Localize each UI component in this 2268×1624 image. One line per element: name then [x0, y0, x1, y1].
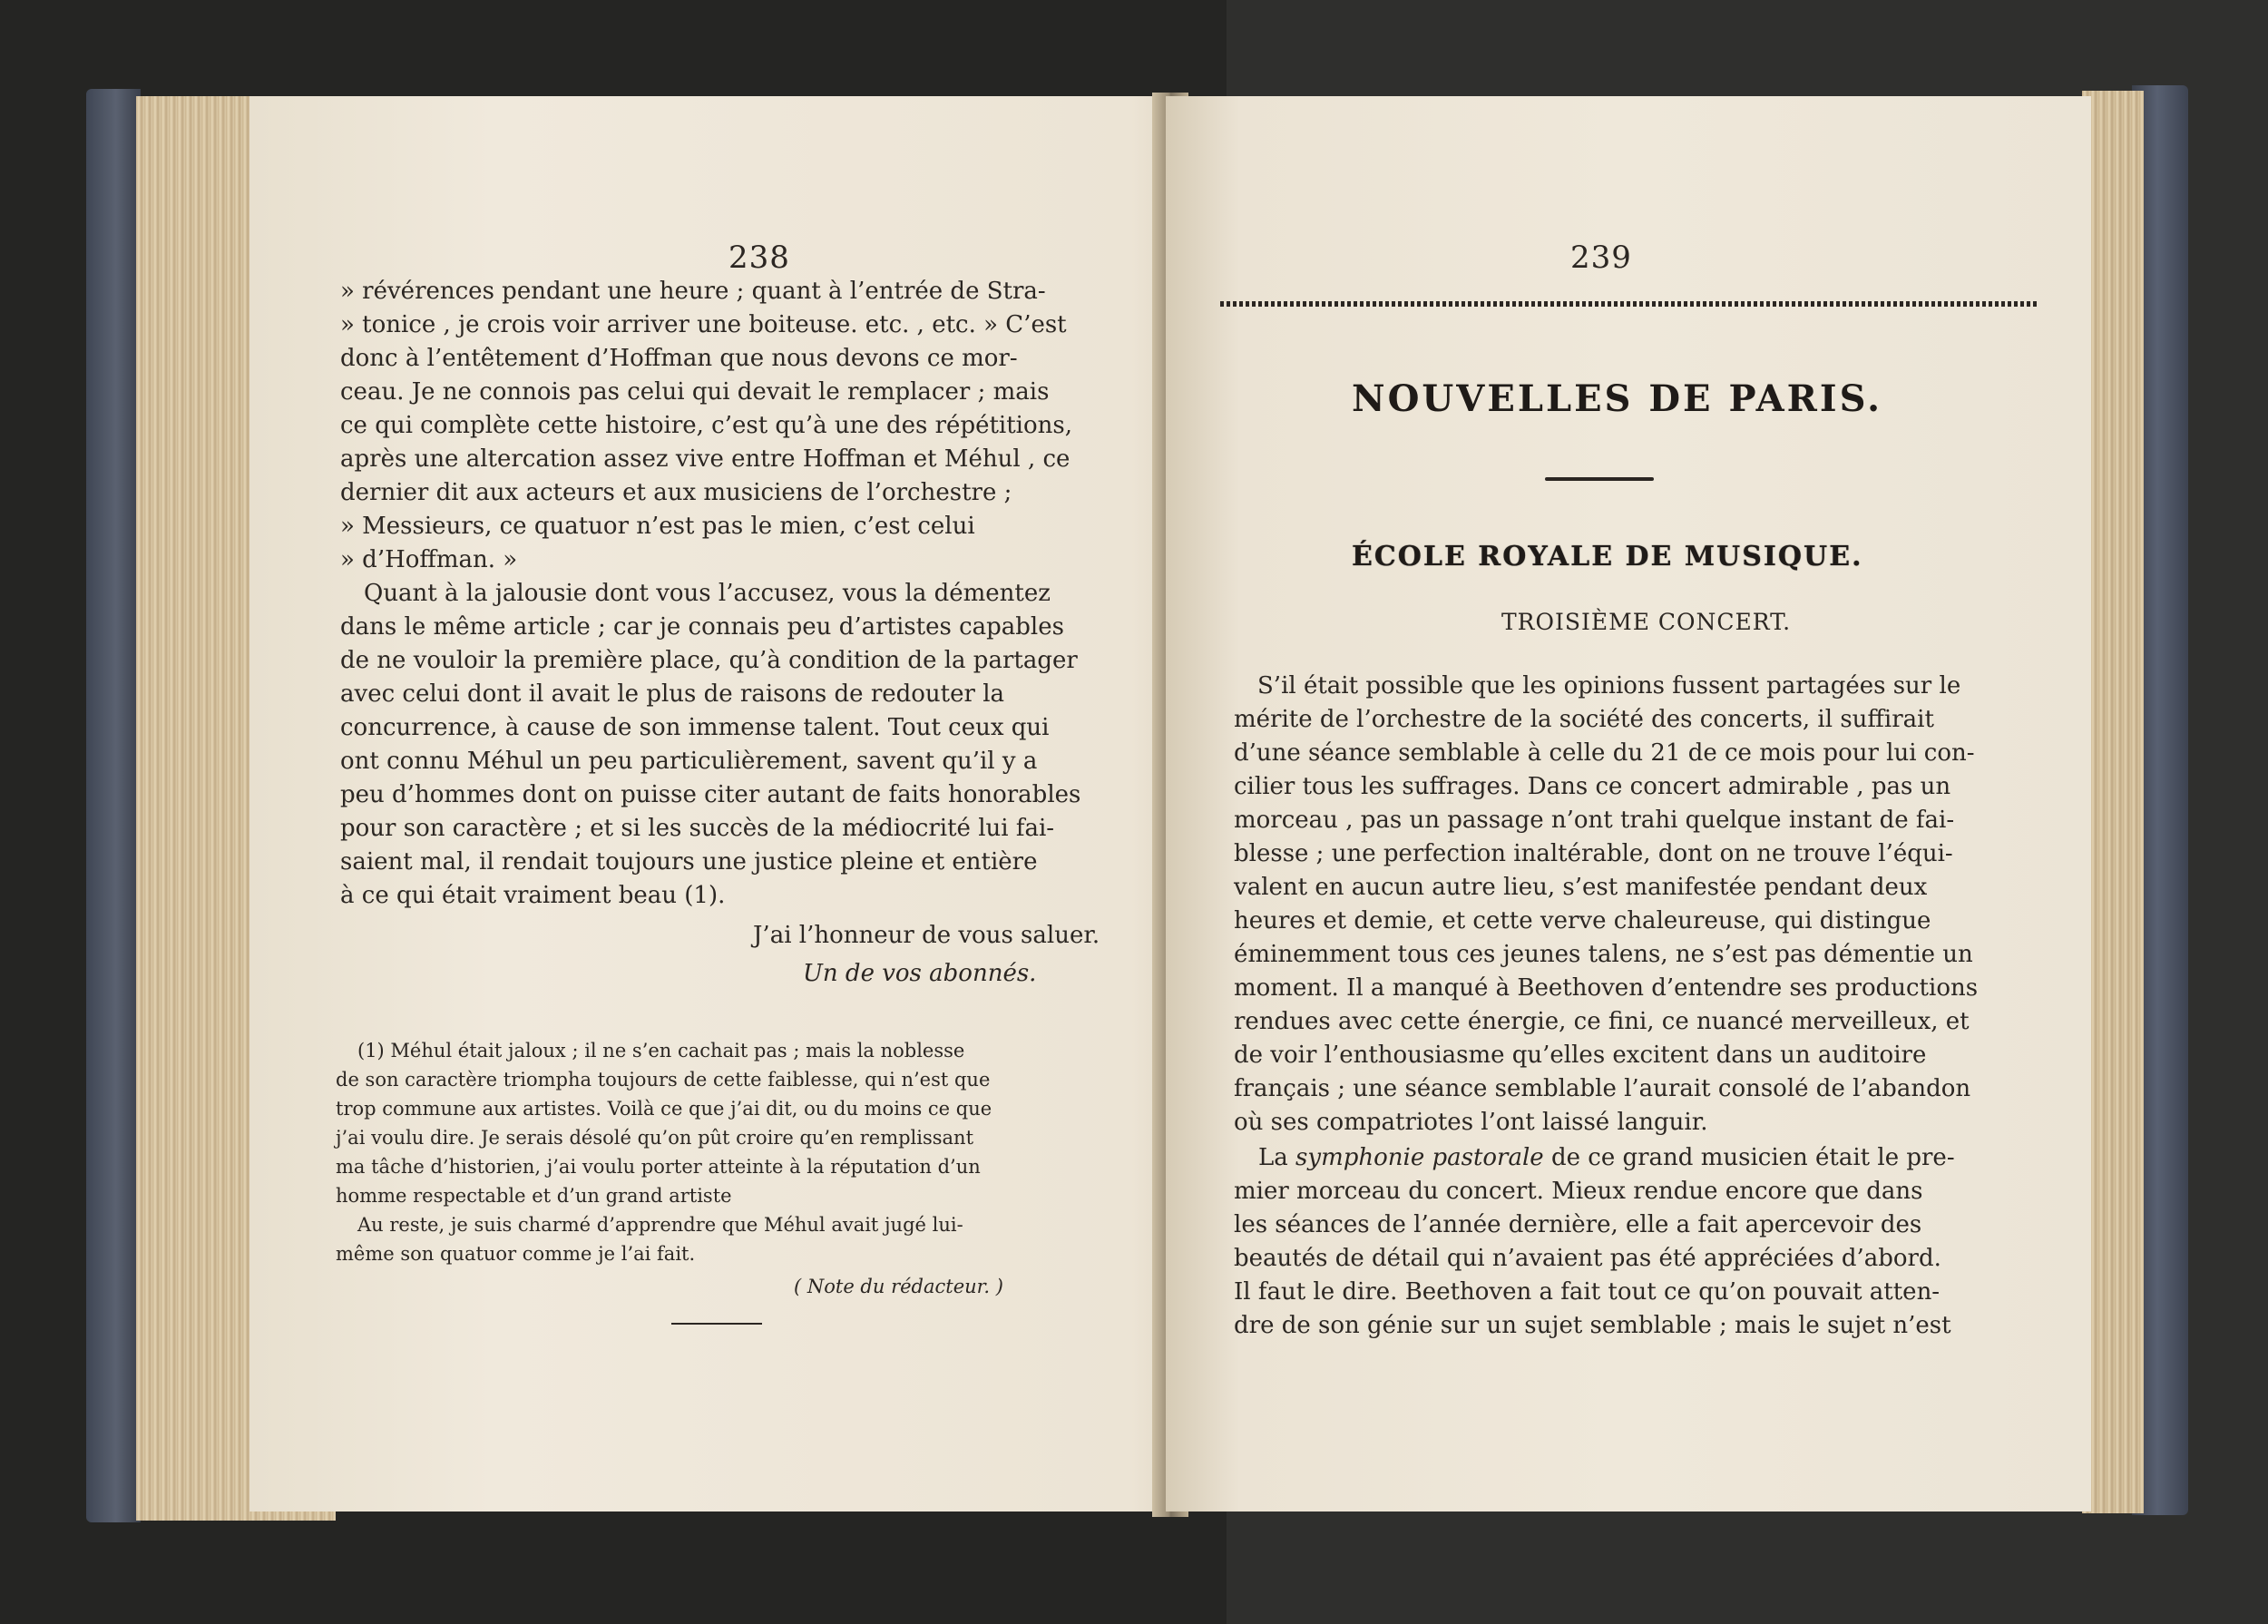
text-line: dans le même article ; car je connais peu d’artistes capables — [340, 613, 1064, 641]
section-title: TROISIÈME CONCERT. — [1501, 609, 1792, 635]
para2-prefix: La — [1258, 1144, 1296, 1171]
text-line: de voir l’enthousiasme qu’elles excitent dans un auditoire — [1234, 1042, 1927, 1069]
text-line: rendues avec cette énergie, ce fini, ce nuancé merveilleux, et — [1234, 1008, 1970, 1035]
text-line: les séances de l’année dernière, elle a fait apercevoir des — [1234, 1211, 1922, 1238]
heading-ornament — [1545, 477, 1654, 481]
text-line: mier morceau du concert. Mieux rendue encore que dans — [1234, 1178, 1923, 1205]
text-line: mérite de l’orchestre de la société des concerts, il suffirait — [1234, 706, 1934, 733]
left-page — [249, 96, 1229, 1511]
text-line: après une altercation assez vive entre Hoffman et Méhul , ce — [340, 445, 1070, 473]
text-line: donc à l’entêtement d’Hoffman que nous devons ce mor- — [340, 345, 1018, 372]
book-cover-left — [86, 89, 141, 1522]
text-line: saient mal, il rendait toujours une justice pleine et entière — [340, 848, 1038, 876]
signature: Un de vos abonnés. — [803, 960, 1037, 987]
footnote-line: (1) Méhul était jaloux ; il ne s’en cachait pas ; mais la noblesse — [357, 1040, 965, 1061]
page-number-right: 239 — [1570, 240, 1632, 276]
text-line: beautés de détail qui n’avaient pas été appréciées d’abord. — [1234, 1245, 1941, 1272]
ornamental-rule — [1220, 301, 2037, 307]
para2-rest: de ce grand musicien était le pre- — [1543, 1144, 1955, 1171]
text-line: ce qui complète cette histoire, c’est qu’à une des répétitions, — [340, 412, 1073, 439]
text-line: dernier dit aux acteurs et aux musiciens de l’orchestre ; — [340, 479, 1012, 506]
text-line: français ; une séance semblable l’aurait consolé de l’abandon — [1234, 1075, 1971, 1102]
footnote-line: homme respectable et d’un grand artiste — [336, 1185, 732, 1207]
text-line: » Messieurs, ce quatuor n’est pas le mien, c’est celui — [340, 513, 975, 540]
text-line: peu d’hommes dont on puisse citer autant de faits honorables — [340, 781, 1081, 808]
page-number-left: 238 — [728, 240, 790, 276]
text-line: de ne vouloir la première place, qu’à condition de la partager — [340, 647, 1078, 674]
text-line: Il faut le dire. Beethoven a fait tout ce qu’on pouvait atten- — [1234, 1278, 1941, 1306]
text-line: Quant à la jalousie dont vous l’accusez, vous la démentez — [364, 580, 1051, 607]
footnote-line: de son caractère triompha toujours de cette faiblesse, qui n’est que — [336, 1069, 991, 1091]
para2-italic-title: symphonie pastorale — [1295, 1144, 1544, 1171]
text-line: éminemment tous ces jeunes talens, ne s’est pas démentie un — [1234, 941, 1973, 968]
end-rule — [671, 1323, 762, 1325]
footnote-credit: ( Note du rédacteur. ) — [794, 1276, 1003, 1297]
text-line: blesse ; une perfection inaltérable, dont on ne trouve l’équi- — [1234, 840, 1953, 867]
text-line: concurrence, à cause de son immense talent. Tout ceux qui — [340, 714, 1050, 741]
closing-salutation: J’ai l’honneur de vous saluer. — [753, 922, 1100, 949]
text-line: ceau. Je ne connois pas celui qui devait le remplacer ; mais — [340, 378, 1050, 406]
text-line: heures et demie, et cette verve chaleureuse, qui distingue — [1234, 907, 1931, 934]
subheading: ÉCOLE ROYALE DE MUSIQUE. — [1352, 541, 1863, 572]
text-line: à ce qui était vraiment beau (1). — [340, 882, 726, 909]
footnote-line: Au reste, je suis charmé d’apprendre que Méhul avait jugé lui- — [357, 1214, 963, 1236]
text-line: moment. Il a manqué à Beethoven d’entendre ses productions — [1234, 974, 1979, 1002]
text-line: d’une séance semblable à celle du 21 de ce mois pour lui con- — [1234, 739, 1975, 767]
text-line: » révérences pendant une heure ; quant à l’entrée de Stra- — [340, 278, 1046, 305]
text-line: » d’Hoffman. » — [340, 546, 518, 573]
text-line: avec celui dont il avait le plus de raisons de redouter la — [340, 680, 1005, 708]
text-line: valent en aucun autre lieu, s’est manifestée pendant deux — [1234, 874, 1928, 901]
text-line: où ses compatriotes l’ont laissé languir. — [1234, 1109, 1708, 1136]
text-line: morceau , pas un passage n’ont trahi quelque instant de fai- — [1234, 807, 1955, 834]
text-line: S’il était possible que les opinions fussent partagées sur le — [1257, 672, 1961, 699]
paragraph-2-first-line — [1258, 1144, 1955, 1171]
footnote-line: même son quatuor comme je l’ai fait. — [336, 1243, 696, 1265]
footnote-line: trop commune aux artistes. Voilà ce que j’ai dit, ou du moins ce que — [336, 1098, 992, 1120]
text-line: cilier tous les suffrages. Dans ce concert admirable , pas un — [1234, 773, 1951, 800]
text-line: ont connu Méhul un peu particulièrement, savent qu’il y a — [340, 748, 1038, 775]
section-heading: NOUVELLES DE PARIS. — [1352, 377, 1883, 420]
text-line: » tonice , je crois voir arriver une boiteuse. etc. , etc. » C’est — [340, 311, 1067, 338]
footnote-line: j’ai voulu dire. Je serais désolé qu’on pût croire qu’en remplissant — [336, 1127, 974, 1149]
open-book — [86, 83, 2191, 1526]
page-block-right — [2082, 91, 2144, 1513]
text-line: dre de son génie sur un sujet semblable ; mais le sujet n’est — [1234, 1312, 1951, 1339]
right-page — [1166, 96, 2091, 1511]
footnote-line: ma tâche d’historien, j’ai voulu porter atteinte à la réputation d’un — [336, 1156, 981, 1178]
text-line: pour son caractère ; et si les succès de la médiocrité lui fai- — [340, 815, 1055, 842]
